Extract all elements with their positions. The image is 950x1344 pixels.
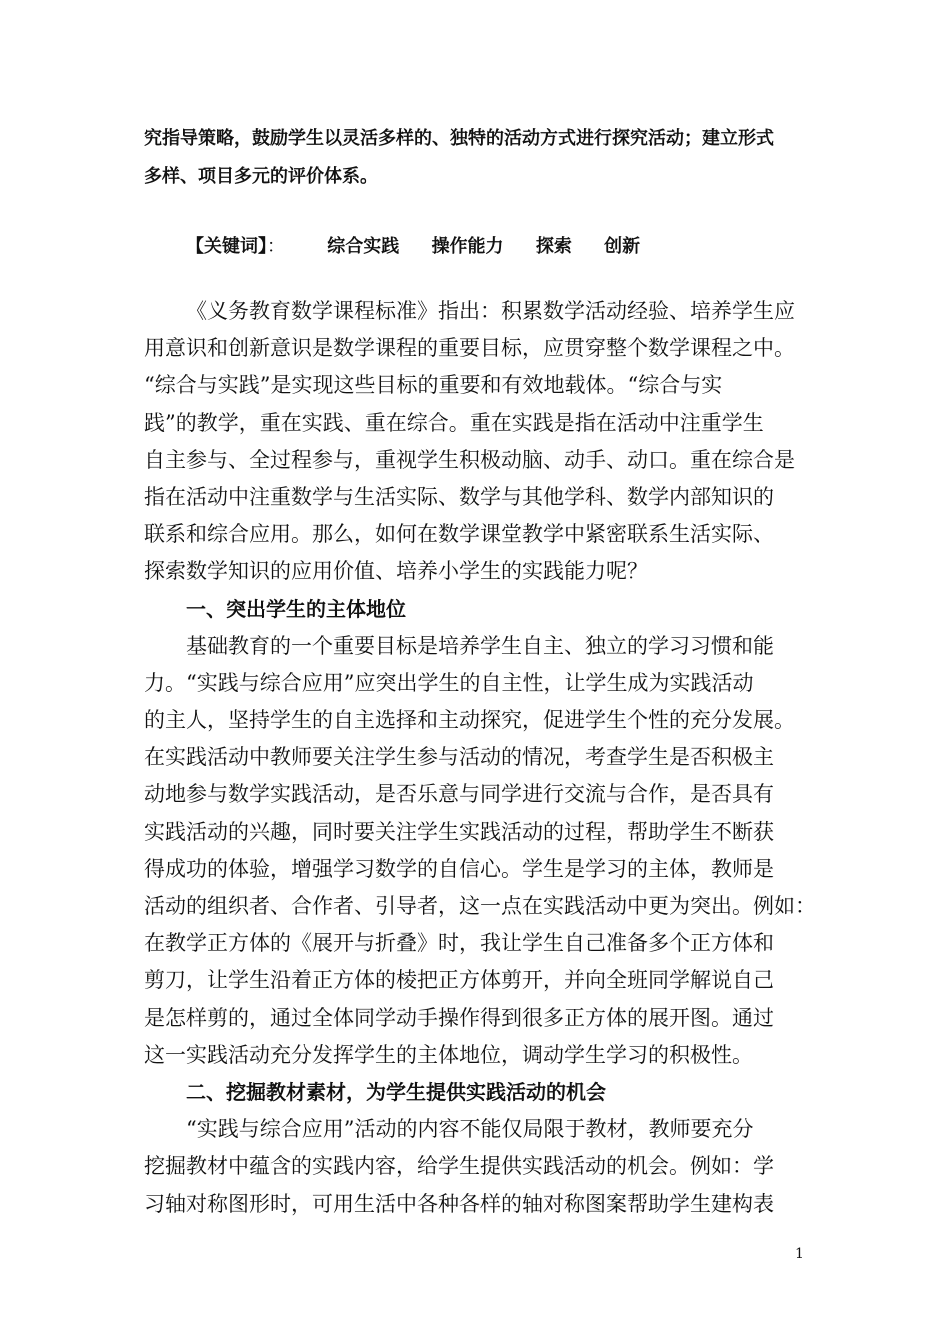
intro-line: 指在活动中注重数学与生活实际、数学与其他学科、数学内部知识的 [144,484,774,509]
section1-line: 的主人，坚持学生的自主选择和主动探究，促进学生个性的充分发展。 [144,708,795,733]
section1-line: 在实践活动中教师要关注学生参与活动的情况，考查学生是否积极主 [144,745,774,770]
section2-line: 习轴对称图形时，可用生活中各种各样的轴对称图案帮助学生建构表 [144,1191,774,1216]
intro-line: 探索数学知识的应用价值、培养小学生的实践能力呢？ [144,559,648,584]
section-heading-1: 一、突出学生的主体地位 [186,596,406,621]
section1-line: 力。“实践与综合应用”应突出学生的自主性，让学生成为实践活动 [144,670,754,695]
keyword-item: 探索 [535,236,572,257]
abstract-line-2: 多样、项目多元的评价体系。 [144,166,378,187]
section-heading-2: 二、挖掘教材素材，为学生提供实践活动的机会 [186,1079,606,1104]
keywords-line [186,232,666,258]
abstract-line-1: 究指导策略，鼓励学生以灵活多样的、独特的活动方式进行探究活动；建立形式 [144,128,774,149]
section1-line: 活动的组织者、合作者、引导者，这一点在实践活动中更为突出。例如： [144,894,816,918]
page-number: 1 [795,1246,804,1262]
article-body [144,293,814,1223]
section1-line: 剪刀，让学生沿着正方体的棱把正方体剪开，并向全班同学解说自己 [144,968,774,993]
keywords-colon: ： [267,236,285,257]
keywords-label: 【关键词】 [186,236,267,257]
section1-line: 在教学正方体的《展开与折叠》时，我让学生自己准备多个正方体和 [144,931,774,956]
section1-line: 这一实践活动充分发挥学生的主体地位，调动学生学习的积极性。 [144,1042,753,1067]
intro-line: 自主参与、全过程参与，重视学生积极动脑、动手、动口。重在综合是 [144,447,795,472]
keyword-item: 创新 [604,236,641,257]
section2-line: “实践与综合应用”活动的内容不能仅局限于教材，教师要充分 [186,1117,754,1142]
section1-line: 实践活动的兴趣，同时要关注学生实践活动的过程，帮助学生不断获 [144,819,774,844]
intro-line: 用意识和创新意识是数学课程的重要目标，应贯穿整个数学课程之中。 [144,336,795,361]
section1-line: 得成功的体验，增强学习数学的自信心。学生是学习的主体，教师是 [144,856,774,881]
section1-line: 动地参与数学实践活动，是否乐意与同学进行交流与合作，是否具有 [144,782,774,807]
keyword-item: 综合实践 [327,236,400,257]
intro-line: “综合与实践”是实现这些目标的重要和有效地载体。“综合与实 [144,373,723,398]
keyword-item: 操作能力 [431,236,504,257]
intro-line: 践”的教学，重在实践、重在综合。重在实践是指在活动中注重学生 [144,410,764,435]
section1-line: 是怎样剪的，通过全体同学动手操作得到很多正方体的展开图。通过 [144,1005,774,1030]
intro-line: 联系和综合应用。那么，如何在数学课堂教学中紧密联系生活实际、 [144,522,774,547]
intro-line: 《义务教育数学课程标准》指出：积累数学活动经验、培养学生应 [186,299,795,323]
section1-line: 基础教育的一个重要目标是培养学生自主、独立的学习习惯和能 [186,633,774,658]
section2-line: 挖掘教材中蕴含的实践内容，给学生提供实践活动的机会。例如：学 [144,1154,774,1179]
